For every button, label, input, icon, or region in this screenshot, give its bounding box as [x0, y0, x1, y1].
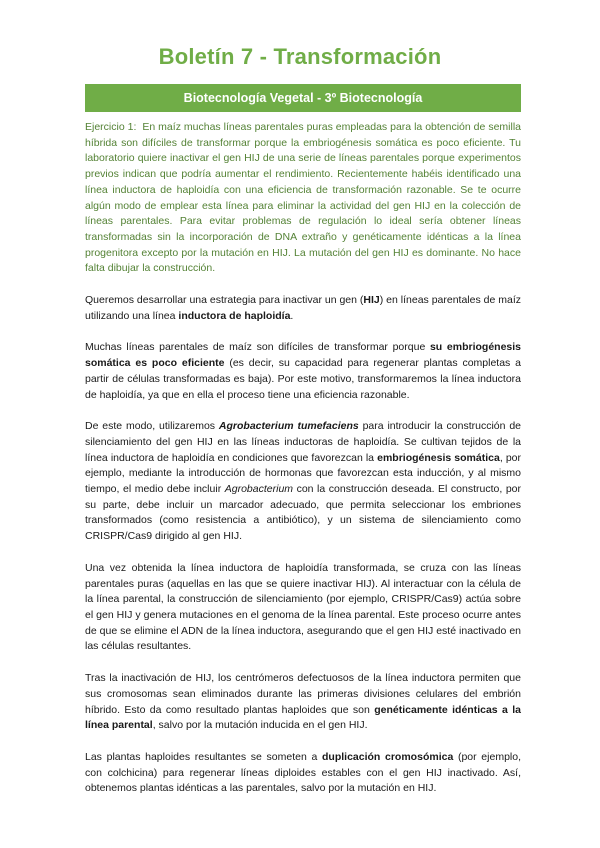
- document-body: [85, 120, 521, 813]
- text-run: con la construcción deseada. El constructo, por su parte, debe incluir un marcador adecuado, que permita seleccionar los embriones transformados (como resistencia a antibiótico), y un sistema de silenciamiento como CRISPR/Cas9 dirigido al gen HIJ.: [85, 483, 522, 543]
- bold-run: genéticamente idénticas a la línea parental: [85, 703, 521, 732]
- paragraph-2: [85, 340, 521, 403]
- subtitle-banner: Biotecnología Vegetal - 3º Biotecnología: [85, 84, 521, 112]
- bold-run: su embriogénesis somática es poco eficiente: [85, 341, 522, 370]
- text-run: Muchas líneas parentales de maíz son difíciles de transformar porque: [85, 341, 430, 354]
- text-run: (por ejemplo, con colchicina) para regenerar líneas diploides estables con el gen HIJ inactivado. Así, obtenemos plantas idénticas a las parentales, salvo por la mutación en HIJ.: [85, 750, 521, 795]
- bold-run: duplicación cromosómica: [322, 750, 454, 763]
- exercise-text: En maíz muchas líneas parentales puras empleadas para la obtención de semilla híbrida son difíciles de transformar porque la embriogénesis somática es poco eficiente. Tu laboratorio quiere inactivar el gen HIJ de una serie de líneas parentales porque experimentos previos indican que podría aumentar el rendimiento. Recientemente habéis identificado una línea inductora de haploidía con una eficiencia de transformación razonable. Se te ocurre algún modo de emplear esta línea para eliminar la actividad del gen HIJ en la colección de líneas parentales. Para evitar problemas de regulación lo ideal sería obtener líneas transformadas sin la incorporación de DNA extraño y genéticamente idénticas a la línea progenitora excepto por la mutación en HIJ. La mutación del gen HIJ es dominante. No hace falta dibujar la construcción.: [85, 121, 521, 275]
- text-run: Las plantas haploides resultantes se someten a: [85, 750, 322, 763]
- text-run: De este modo, utilizaremos: [85, 420, 219, 433]
- exercise-statement: [85, 120, 521, 277]
- text-run: Tras la inactivación de HIJ, los centrómeros defectuosos de la línea inductora permiten que sus cromosomas sean eliminados durante las primeras divisiones celulares del embrión híbrido. Esto da como resultado plantas haploides que son: [85, 672, 521, 716]
- text-run: (es decir, su capacidad para regenerar plantas completas a partir de células transformadas es baja). Por este motivo, transformaremos la línea inductora de haploidía, ya que en ella el proceso tiene una eficiencia razonable.: [85, 357, 521, 401]
- bold-run: embriogénesis somática: [377, 451, 500, 464]
- text-run: , salvo por la mutación inducida en el gen HIJ.: [152, 719, 368, 732]
- paragraph-5: [85, 671, 521, 734]
- italic-run: Agrobacterium: [224, 483, 294, 496]
- paragraph-3: [85, 419, 521, 545]
- text-run: , por ejemplo, mediante la introducción de hormonas que favorezcan esta inducción, y al mismo tiempo, el medio debe incluir: [85, 451, 521, 496]
- bold-italic-run: Agrobacterium tumefaciens: [218, 420, 359, 433]
- text-run: para introducir la construcción de silenciamiento del gen HIJ en las líneas inductoras de haploidía. Se cultivan tejidos de la línea inductora de haploidía en condiciones que favorezcan la: [85, 420, 521, 464]
- page-title: Boletín 7 - Transformación: [158, 44, 442, 69]
- text-run: Queremos desarrollar una estrategia para inactivar un gen (: [85, 294, 364, 307]
- paragraph-4: [85, 561, 521, 655]
- bold-run: HIJ: [363, 294, 380, 307]
- text-run: ) en líneas parentales de maíz utilizando una línea: [85, 294, 521, 322]
- paragraph-1: [85, 293, 521, 324]
- text-run: Una vez obtenida la línea inductora de haploidía transformada, se cruza con las líneas parentales puras (aquellas en las que se quiere inactivar HIJ). Al interactuar con la célula de la línea parental, la construcción de silenciamiento (por ejemplo, CRISPR/Cas9) actúa sobre el gen HIJ y genera mutaciones en el genoma de la línea parental. Este proceso ocurre antes de que se elimine el ADN de la línea inductora, asegurando que el gen HIJ esté inactivado en las células resultantes.: [85, 561, 521, 653]
- text-run: .: [290, 309, 294, 322]
- exercise-label: Ejercicio 1:: [85, 121, 137, 133]
- bold-run: inductora de haploidía: [178, 309, 291, 322]
- paragraph-6: [85, 750, 521, 797]
